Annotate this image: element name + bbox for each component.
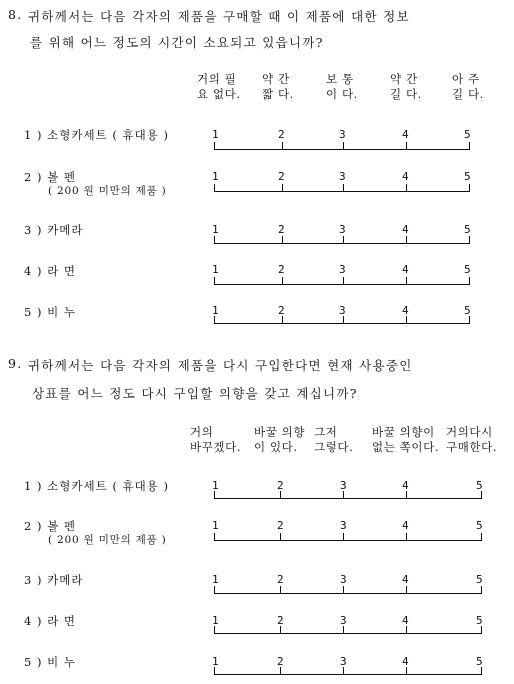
scale-number: 2 <box>278 170 285 183</box>
scale-number: 5 <box>476 614 483 627</box>
scale-header: 약 간 짧 다. <box>262 72 294 101</box>
scale-header: 거의 필 요 없다. <box>197 72 241 101</box>
scale-number: 1 <box>212 128 219 141</box>
scale-header: 거의다시 구매한다. <box>446 425 498 454</box>
scale-number: 5 <box>464 304 471 317</box>
scale-number: 3 <box>339 223 346 236</box>
scale-number: 4 <box>402 304 409 317</box>
scale-number: 3 <box>339 263 346 276</box>
item-label: 4 ) 라 면 <box>24 614 76 628</box>
scale-number: 5 <box>476 573 483 586</box>
scale-line <box>214 633 482 634</box>
scale-header: 바꿀 의향 이 있다. <box>254 425 306 454</box>
scale-number: 3 <box>340 655 347 668</box>
item-label: 3 ) 카메라 <box>24 573 84 587</box>
item-label: 2 ) 볼 펜 <box>24 170 76 184</box>
item-label: 1 ) 소형카세트 ( 휴대용 ) <box>24 479 169 493</box>
scale-number: 4 <box>402 519 409 532</box>
scale-header: 보 통 이 다. <box>326 72 358 101</box>
scale-number: 4 <box>402 655 409 668</box>
scale-line <box>214 243 470 244</box>
scale-number: 4 <box>402 128 409 141</box>
scale-number: 2 <box>278 128 285 141</box>
question-8-number: 8. <box>8 7 23 22</box>
scale-line <box>214 323 470 324</box>
question-8-text-line1: 귀하께서는 다음 각자의 제품을 구매할 때 이 제품에 대한 정보 <box>28 9 410 24</box>
scale-number: 3 <box>340 479 347 492</box>
scale-number: 1 <box>212 614 219 627</box>
scale-number: 4 <box>402 223 409 236</box>
item-label: 3 ) 카메라 <box>24 223 84 237</box>
scale-number: 1 <box>212 304 219 317</box>
scale-number: 5 <box>464 128 471 141</box>
scale-number: 1 <box>212 223 219 236</box>
question-8-text-line2: 를 위해 어느 정도의 시간이 소요되고 있읍니까? <box>30 35 324 50</box>
scale-number: 2 <box>278 263 285 276</box>
scale-number: 1 <box>212 573 219 586</box>
scale-number: 3 <box>340 519 347 532</box>
scale-number: 1 <box>212 519 219 532</box>
scale-line <box>214 674 482 675</box>
scale-number: 1 <box>212 170 219 183</box>
scale-number: 2 <box>278 304 285 317</box>
scale-line <box>214 593 482 594</box>
scale-number: 5 <box>476 519 483 532</box>
scale-number: 5 <box>464 170 471 183</box>
item-sublabel: ( 200 원 미만의 제품 ) <box>48 534 167 546</box>
question-9-number: 9. <box>8 356 23 371</box>
item-label: 2 ) 볼 펜 <box>24 519 76 533</box>
scale-number: 2 <box>277 573 284 586</box>
scale-number: 4 <box>402 170 409 183</box>
scale-line <box>214 191 470 192</box>
scale-header: 약 간 길 다. <box>390 72 422 101</box>
scale-number: 5 <box>476 479 483 492</box>
question-9-text-line2: 상표를 어느 정도 다시 구입할 의향을 갖고 계십니까? <box>32 386 358 401</box>
question-9-text-line1: 귀하께서는 다음 각자의 제품을 다시 구입한다면 현재 사용중인 <box>28 358 413 373</box>
scale-number: 1 <box>212 263 219 276</box>
item-sublabel: ( 200 원 미만의 제품 ) <box>48 185 167 197</box>
item-label: 4 ) 라 면 <box>24 264 76 278</box>
scale-header: 그저 그렇다. <box>314 425 354 454</box>
scale-line <box>214 540 482 541</box>
scale-header: 아 주 길 다. <box>452 72 484 101</box>
item-label: 1 ) 소형카세트 ( 휴대용 ) <box>24 128 169 142</box>
scale-number: 2 <box>278 223 285 236</box>
scale-number: 1 <box>212 655 219 668</box>
scale-number: 5 <box>464 263 471 276</box>
scale-number: 4 <box>402 573 409 586</box>
scale-number: 1 <box>212 479 219 492</box>
scale-number: 5 <box>464 223 471 236</box>
scale-line <box>214 284 470 285</box>
scale-number: 3 <box>339 304 346 317</box>
scale-number: 2 <box>277 655 284 668</box>
scale-number: 3 <box>339 128 346 141</box>
scale-line <box>214 498 482 499</box>
scale-number: 2 <box>277 479 284 492</box>
scale-line <box>214 149 470 150</box>
scale-header: 거의 바꾸겠다. <box>190 425 242 454</box>
item-label: 5 ) 비 누 <box>24 305 76 319</box>
scale-header: 바꿀 의향이 없는 쪽이다. <box>372 425 440 454</box>
scale-number: 5 <box>476 655 483 668</box>
scale-number: 2 <box>277 614 284 627</box>
scale-number: 4 <box>402 263 409 276</box>
scale-number: 4 <box>402 614 409 627</box>
scale-number: 3 <box>340 614 347 627</box>
item-label: 5 ) 비 누 <box>24 655 76 669</box>
scale-number: 2 <box>277 519 284 532</box>
scale-number: 3 <box>339 170 346 183</box>
scale-number: 4 <box>402 479 409 492</box>
scale-number: 3 <box>340 573 347 586</box>
